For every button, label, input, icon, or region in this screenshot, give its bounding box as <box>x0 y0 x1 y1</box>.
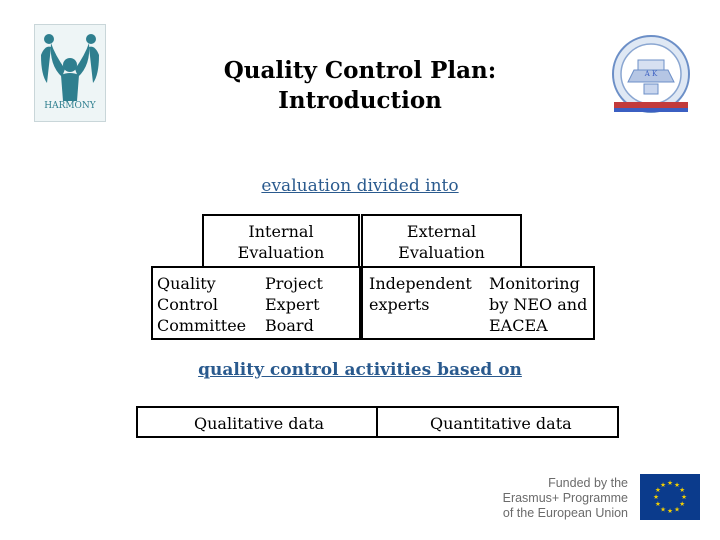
internal-item-line: Control <box>157 295 219 314</box>
funding-line2: Erasmus+ Programme <box>502 491 628 505</box>
eu-star-icon: ★ <box>653 493 659 502</box>
eu-star-icon: ★ <box>654 486 661 495</box>
external-item-line: experts <box>369 295 430 314</box>
internal-item-project-expert-board <box>265 273 323 336</box>
eu-star-icon: ★ <box>674 481 680 490</box>
eu-star-icon: ★ <box>660 505 666 514</box>
eu-star-icon: ★ <box>674 505 680 514</box>
external-item-independent-experts <box>369 273 472 315</box>
eu-star-icon: ★ <box>660 481 666 490</box>
eu-star-icon: ★ <box>654 500 661 509</box>
internal-item-line: Expert <box>265 295 320 314</box>
seal-letters: A K <box>644 70 658 78</box>
evaluation-heading: evaluation divided into <box>261 176 459 196</box>
internal-item-line: Quality <box>157 274 216 293</box>
university-seal-logo <box>608 30 694 120</box>
external-item-line: Monitoring <box>489 274 580 293</box>
quality-control-heading: quality control activities based on <box>198 360 522 380</box>
internal-evaluation-box <box>202 214 360 267</box>
funding-statement <box>470 476 628 521</box>
eu-star-icon: ★ <box>667 507 673 516</box>
slide-title <box>160 56 560 116</box>
harmony-logo-text: HARMONY <box>44 101 96 111</box>
eu-star-icon: ★ <box>681 493 687 502</box>
eu-star-icon: ★ <box>679 500 686 509</box>
funding-line1: Funded by the <box>548 476 628 490</box>
internal-item-line: Board <box>265 316 314 335</box>
external-item-monitoring-neo-eacea <box>489 273 587 336</box>
external-evaluation-line2: Evaluation <box>398 243 485 262</box>
qualitative-data-box <box>136 406 378 438</box>
external-item-line: by NEO and <box>489 295 588 314</box>
internal-item-quality-control-committee <box>157 273 246 336</box>
internal-item-line: Committee <box>157 316 247 335</box>
quantitative-data-box <box>376 406 619 438</box>
internal-item-line: Project <box>265 274 323 293</box>
funding-line3: of the European Union <box>502 506 628 520</box>
qualitative-data-label: Qualitative data <box>194 414 325 433</box>
external-evaluation-line1: External <box>406 222 477 241</box>
external-evaluation-box <box>361 214 522 267</box>
quantitative-data-label: Quantitative data <box>430 414 572 433</box>
slide-title-line2: Introduction <box>278 87 442 114</box>
harmony-logo <box>34 24 106 122</box>
external-item-line: Independent <box>369 274 472 293</box>
eu-flag-icon <box>640 474 700 520</box>
slide-title-line1: Quality Control Plan: <box>223 57 497 84</box>
eu-star-icon: ★ <box>679 486 686 495</box>
internal-evaluation-line2: Evaluation <box>237 243 325 262</box>
external-item-line: EACEA <box>489 316 548 335</box>
eu-star-icon: ★ <box>667 479 673 488</box>
internal-evaluation-line1: Internal <box>248 222 314 241</box>
